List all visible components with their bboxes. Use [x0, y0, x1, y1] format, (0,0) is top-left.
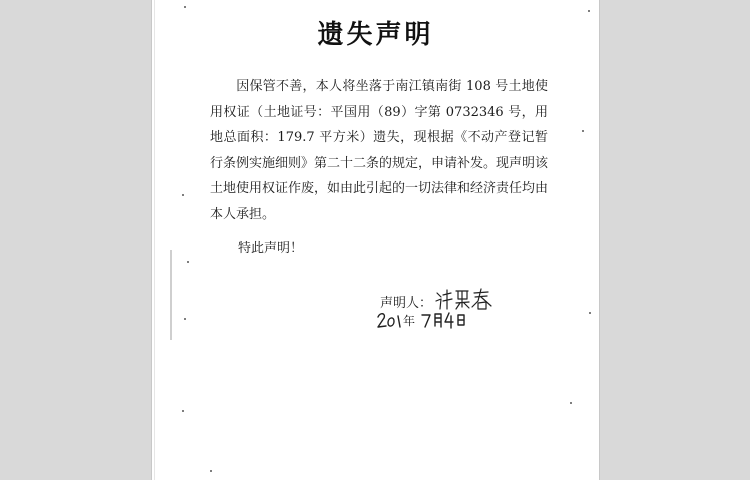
- scan-speck: [187, 261, 189, 263]
- page-edge: [154, 0, 155, 480]
- declarant-label: 声明人：: [380, 296, 433, 311]
- scan-speck: [182, 194, 184, 196]
- scan-speck: [184, 318, 186, 320]
- scan-artifact-line: [170, 250, 172, 340]
- closing-statement: 特此声明！: [238, 241, 304, 256]
- scan-speck: [588, 10, 590, 12]
- scan-speck: [184, 6, 186, 8]
- scan-speck: [182, 410, 184, 412]
- handwritten-date: [374, 306, 474, 334]
- scan-speck: [570, 402, 572, 404]
- declaration-text: 因保管不善，本人将坐落于南江镇南街 108 号土地使用权证（土地证号：平国用（89）字第 0732346 号，用地总面积：179.7 平方米）遗失，现根据《不动产登记暂行条例实施细则》第二十二条的规定，申请补发。现声明该土地使用权证作废，如由此引起的一切法律和经济责任均由本人承担。: [210, 79, 549, 222]
- scanned-page: [152, 0, 599, 480]
- declaration-body: [210, 74, 548, 227]
- page-title: 遗失声明: [317, 20, 434, 50]
- date-year-suffix: 年: [403, 314, 416, 328]
- handwritten-date-strokes: [374, 306, 474, 334]
- scan-speck: [210, 470, 212, 472]
- scan-speck: [582, 130, 584, 132]
- scan-speck: [589, 312, 591, 314]
